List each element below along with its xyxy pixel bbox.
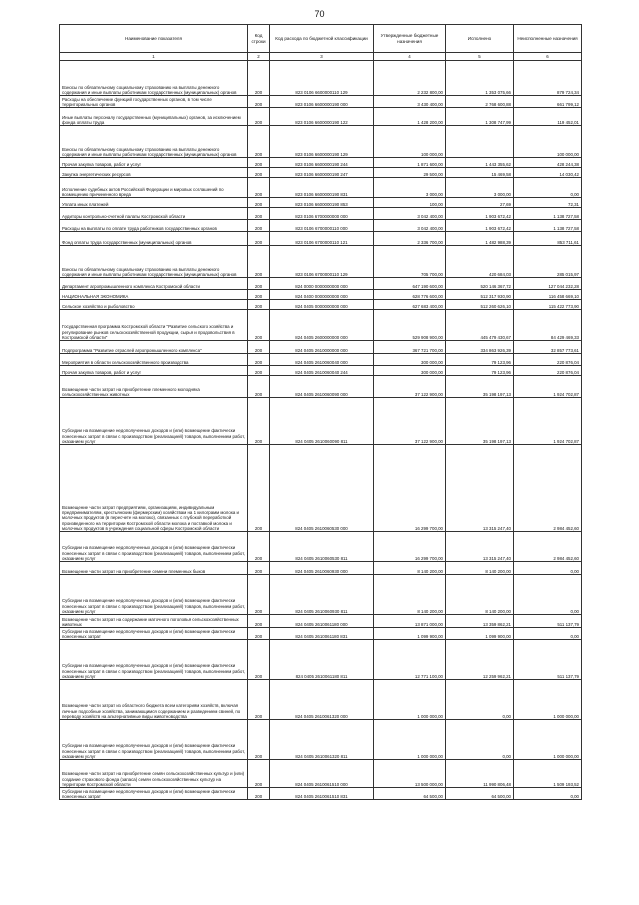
row-budget-code: 824 0405 2610061510 000 [270,760,374,788]
row-budget-code: 824 0400 0000000000 000 [270,290,374,300]
row-executed: 27,69 [446,198,514,208]
table-row [60,398,582,445]
table-row [60,640,582,680]
row-approved: 13 500 000,00 [374,760,446,788]
row-code: 200 [248,300,270,310]
row-executed: 35 198 197,13 [446,398,514,445]
row-unexecuted: 220 876,04 [514,354,582,366]
row-name: Закупка энергетических ресурсов [60,168,248,178]
header-approved: Утвержденные бюджетные назначения [374,25,446,53]
row-code: 200 [248,158,270,168]
row-unexecuted: 119 452,01 [514,108,582,126]
row-budget-code: 823 0106 6600000190 129 [270,126,374,158]
table-row [60,760,582,788]
row-budget-code: 823 0106 6600000190 244 [270,158,374,168]
row-budget-code: 824 0405 2610061180 000 [270,615,374,628]
row-executed [446,126,514,158]
row-approved: 628 776 600,00 [374,290,446,300]
row-budget-code: 824 0405 2600000000 000 [270,310,374,341]
row-executed: 445 479 430,67 [446,310,514,341]
row-approved: 37 122 900,00 [374,376,446,398]
row-unexecuted: 879 724,34 [514,61,582,96]
row-code: 200 [248,445,270,532]
table-row [60,178,582,198]
row-unexecuted: 0,00 [514,788,582,800]
row-name: Мероприятия в области сельскохозяйственного производства [60,354,248,366]
table-row [60,290,582,300]
row-name: Фонд оплаты труда государственных (муниципальных) органов [60,232,248,246]
row-code: 200 [248,575,270,615]
row-code: 200 [248,366,270,376]
row-executed: 64 500,00 [446,788,514,800]
row-budget-code: 824 0405 2610060090 000 [270,376,374,398]
row-code: 200 [248,246,270,278]
row-approved: 100 000,00 [374,126,446,158]
row-code: 200 [248,290,270,300]
row-name: Субсидии на возмещение недополученных доходов и (или) возмещение фактически понесенных затрат в связи с производством (реализацией) товаров, выполнением работ, оказанием услуг [60,720,248,760]
row-code: 200 [248,640,270,680]
row-code: 200 [248,376,270,398]
row-approved: 12 771 100,00 [374,640,446,680]
row-code: 200 [248,278,270,290]
row-unexecuted: 2 984 452,60 [514,532,582,562]
table-row [60,310,582,341]
row-name: Уплата иных платежей [60,198,248,208]
header-unexecuted: Неисполненные назначения [514,25,582,53]
row-budget-code: 823 0106 6600000190 831 [270,178,374,198]
row-approved: 647 190 600,00 [374,278,446,290]
table-row [60,575,582,615]
row-name: Субсидии на возмещение недополученных доходов и (или) возмещение фактически понесенных затрат в связи с производством (реализацией) товаров, выполнением работ, оказанием услуг [60,640,248,680]
row-code: 200 [248,198,270,208]
row-code: 200 [248,126,270,158]
row-executed: 420 684,03 [446,246,514,278]
column-number: 2 [248,53,270,61]
row-name: Аудиторы контрольно-счетной палаты Костромской области [60,208,248,220]
row-approved: 2 232 800,00 [374,61,446,96]
row-approved: 300 000,00 [374,366,446,376]
table-row [60,232,582,246]
table-row [60,96,582,108]
table-row [60,376,582,398]
row-unexecuted: 511 137,79 [514,615,582,628]
row-approved: 1 428 200,00 [374,108,446,126]
row-unexecuted: 1 924 702,87 [514,398,582,445]
row-code: 200 [248,96,270,108]
row-code: 200 [248,108,270,126]
row-unexecuted: 127 044 232,28 [514,278,582,290]
row-executed: 520 146 367,72 [446,278,514,290]
row-executed: 11 990 806,48 [446,760,514,788]
row-unexecuted: 511 137,79 [514,640,582,680]
row-executed: 79 123,96 [446,354,514,366]
row-budget-code: 824 0405 2610000000 000 [270,341,374,354]
row-approved: 16 299 700,00 [374,532,446,562]
column-number: 4 [374,53,446,61]
row-approved: 1 000 000,00 [374,720,446,760]
row-unexecuted: 1 138 727,58 [514,220,582,232]
row-name: Возмещение части затрат из областного бюджета всем категориям хозяйств, включая личные подсобные хозяйства, занимающимся содержанием и разведением свиней, по переводу хозяйств на альтернативные виды животноводства [60,680,248,720]
row-executed: 0,00 [446,720,514,760]
row-approved: 8 140 200,00 [374,562,446,575]
row-name: Прочая закупка товаров, работ и услуг [60,366,248,376]
row-unexecuted: 14 030,42 [514,168,582,178]
row-name: Подпрограмма "Развитие отраслей агропромышленного комплекса" [60,341,248,354]
row-approved: 627 683 400,00 [374,300,446,310]
row-code: 200 [248,562,270,575]
row-unexecuted: 1 000 000,00 [514,720,582,760]
table-row [60,720,582,760]
row-unexecuted: 84 429 469,33 [514,310,582,341]
header-name: Наименование показателя [60,25,248,53]
row-code: 200 [248,615,270,628]
table-row [60,108,582,126]
row-executed: 0,00 [446,680,514,720]
row-code: 200 [248,178,270,198]
row-budget-code: 824 0405 2610061180 831 [270,628,374,640]
row-name: НАЦИОНАЛЬНАЯ ЭКОНОМИКА [60,290,248,300]
table-row [60,532,582,562]
row-budget-code: 824 0405 2610060530 000 [270,445,374,532]
row-budget-code: 823 0106 6600000190 247 [270,168,374,178]
row-unexecuted: 116 458 669,10 [514,290,582,300]
row-unexecuted: 0,00 [514,575,582,615]
row-approved: 64 500,00 [374,788,446,800]
row-executed: 35 198 197,13 [446,376,514,398]
row-executed: 3 000,00 [446,178,514,198]
row-budget-code: 824 0405 2610060090 811 [270,398,374,445]
row-executed: 13 359 862,21 [446,615,514,628]
row-unexecuted: 0,00 [514,562,582,575]
row-code: 200 [248,232,270,246]
row-approved: 16 299 700,00 [374,445,446,532]
page-number: 70 [314,9,325,19]
row-name: Возмещение части затрат на содержание маточного поголовья сельскохозяйственных животных [60,615,248,628]
row-unexecuted: 853 711,61 [514,232,582,246]
row-name: Исполнение судебных актов Российской Федерации и мировых соглашений по возмещению причиненного вреда [60,178,248,198]
row-code: 200 [248,720,270,760]
row-budget-code: 823 0106 6700000110 129 [270,246,374,278]
row-budget-code: 823 0106 6600000190 122 [270,108,374,126]
row-budget-code: 824 0405 2610061510 831 [270,788,374,800]
column-number: 5 [446,53,514,61]
row-unexecuted: 100 000,00 [514,126,582,158]
row-name: Прочая закупка товаров, работ и услуг [60,158,248,168]
row-code: 200 [248,220,270,232]
table-row [60,341,582,354]
row-approved: 100,00 [374,198,446,208]
row-budget-code: 824 0405 2610061180 811 [270,640,374,680]
row-budget-code: 824 0405 2610060040 244 [270,366,374,376]
row-budget-code: 824 0405 2610060530 811 [270,532,374,562]
row-name: Государственная программа Костромской области "Развитие сельского хозяйства и регулирование рынков сельскохозяйственной продукции, сырья и продовольствия в Костромской области" [60,310,248,341]
table-row [60,61,582,96]
row-approved: 300 000,00 [374,354,446,366]
row-unexecuted: 32 857 773,61 [514,341,582,354]
table-row [60,366,582,376]
row-unexecuted: 1 509 193,52 [514,760,582,788]
row-approved: 705 700,00 [374,246,446,278]
row-executed: 1 353 075,66 [446,61,514,96]
row-budget-code: 823 0106 6700000110 121 [270,232,374,246]
table-row [60,126,582,158]
table-row [60,788,582,800]
row-budget-code: 823 0106 6700000000 000 [270,208,374,220]
row-unexecuted: 0,00 [514,178,582,198]
row-name: Взносы по обязательному социальному страхованию на выплаты денежного содержания и иные выплаты работникам государственных (муниципальных) органов [60,246,248,278]
row-approved: 1 099 900,00 [374,628,446,640]
row-name: Расходы на обеспечение функций государственных органов, в том числе территориальных органов [60,96,248,108]
row-budget-code: 824 0405 2610060040 000 [270,354,374,366]
row-name: Субсидии на возмещение недополученных доходов и (или) возмещение фактически понесенных затрат в связи с производством (реализацией) товаров, выполнением работ, оказанием услуг [60,532,248,562]
row-executed: 1 903 672,42 [446,208,514,220]
row-approved: 29 500,00 [374,168,446,178]
row-name: Возмещение части затрат на приобретение семени племенных быков [60,562,248,575]
row-unexecuted: 1 138 727,58 [514,208,582,220]
row-code: 200 [248,680,270,720]
row-executed: 8 140 200,00 [446,562,514,575]
row-name: Сельское хозяйство и рыболовство [60,300,248,310]
row-approved: 3 430 400,00 [374,96,446,108]
row-executed: 1 903 672,42 [446,220,514,232]
row-code: 200 [248,168,270,178]
row-budget-code: 824 0405 0000000000 000 [270,300,374,310]
row-approved: 3 042 400,00 [374,220,446,232]
header-executed: Исполнено [446,25,514,53]
row-name: Возмещение части затрат на приобретение племенного молодняка сельскохозяйственных животных [60,376,248,398]
table-row [60,168,582,178]
row-budget-code: 824 0405 2610060930 000 [270,562,374,575]
table-row [60,628,582,640]
table-row [60,158,582,168]
row-approved: 2 336 700,00 [374,232,446,246]
row-approved: 1 000 000,00 [374,680,446,720]
row-executed: 15 469,58 [446,168,514,178]
row-budget-code: 823 0106 6600000190 853 [270,198,374,208]
row-budget-code: 824 0405 2610061320 811 [270,720,374,760]
row-name: Субсидии на возмещение недополученных доходов и (или) возмещение фактически понесенных затрат в связи с производством (реализацией) товаров, выполнением работ, оказанием услуг [60,398,248,445]
row-executed: 1 308 747,99 [446,108,514,126]
table-row [60,208,582,220]
row-budget-code: 823 0106 6600000110 129 [270,61,374,96]
row-budget-code: 823 0106 6600000190 000 [270,96,374,108]
row-executed: 2 768 600,88 [446,96,514,108]
row-name: Иные выплаты персоналу государственных (муниципальных) органов, за исключением фонда оплаты труда [60,108,248,126]
row-budget-code: 823 0106 6700000110 000 [270,220,374,232]
row-name: Возмещение части затрат предприятиям, организациям, индивидуальным предпринимателям, крестьянским (фермерским) хозяйствам на 1 килограмм молока и молочных продуктов (в пересчете на молоко), связанных с глубокой переработкой произведенного на территории Костромской области молока и поставкой молока и молочных продуктов в учреждения социальной сферы Костромской области [60,445,248,532]
row-unexecuted: 428 244,38 [514,158,582,168]
table-row [60,300,582,310]
row-code: 200 [248,341,270,354]
row-unexecuted: 1 000 000,00 [514,680,582,720]
row-approved: 1 871 600,00 [374,158,446,168]
row-unexecuted: 115 422 773,90 [514,300,582,310]
table-row [60,445,582,532]
row-executed: 1 482 988,39 [446,232,514,246]
row-name: Возмещение части затрат на приобретение семян сельскохозяйственных культур и (или) создание страхового фонда (запаса) семян сельскохозяйственных культур на территории Костромской области [60,760,248,788]
table-row [60,615,582,628]
row-approved: 3 000,00 [374,178,446,198]
row-name: Субсидии на возмещение недополученных доходов и (или) возмещение фактически понесенных затрат [60,788,248,800]
table-row [60,354,582,366]
table-row [60,278,582,290]
row-code: 200 [248,788,270,800]
row-code: 200 [248,61,270,96]
row-unexecuted: 285 015,97 [514,246,582,278]
row-name: Субсидии на возмещение недополученных доходов и (или) возмещение фактически понесенных затрат в связи с производством (реализацией) товаров, выполнением работ, оказанием услуг [60,575,248,615]
row-approved: 3 042 400,00 [374,208,446,220]
row-unexecuted: 1 924 702,87 [514,376,582,398]
table-row [60,220,582,232]
row-executed: 334 863 926,39 [446,341,514,354]
row-code: 200 [248,628,270,640]
row-approved: 13 871 000,00 [374,615,446,628]
row-code: 200 [248,354,270,366]
header-bk: Код расхода по бюджетной классификации [270,25,374,53]
row-name: Расходы на выплаты по оплате труда работников государственных органов [60,220,248,232]
row-budget-code: 824 0000 0000000000 000 [270,278,374,290]
row-unexecuted: 0,00 [514,628,582,640]
row-code: 200 [248,398,270,445]
row-code: 200 [248,208,270,220]
row-name: Субсидии на возмещение недополученных доходов и (или) возмещение фактически понесенных затрат [60,628,248,640]
table-row [60,562,582,575]
table-row [60,680,582,720]
row-name: Департамент агропромышленного комплекса Костромской области [60,278,248,290]
row-unexecuted: 72,31 [514,198,582,208]
row-executed: 79 123,96 [446,366,514,376]
row-unexecuted: 661 799,12 [514,96,582,108]
row-approved: 367 721 700,00 [374,341,446,354]
column-number: 1 [60,53,248,61]
row-budget-code: 824 0405 2610060930 811 [270,575,374,615]
row-code: 200 [248,532,270,562]
row-executed: 512 317 930,90 [446,290,514,300]
table-body [60,61,582,800]
row-executed: 12 259 962,21 [446,640,514,680]
row-executed: 512 260 626,10 [446,300,514,310]
row-approved: 8 140 200,00 [374,575,446,615]
row-unexecuted: 220 876,04 [514,366,582,376]
budget-execution-table [59,24,582,800]
column-number: 6 [514,53,582,61]
row-executed: 1 099 900,00 [446,628,514,640]
row-name: Взносы по обязательному социальному страхованию на выплаты денежного содержания и иные выплаты работникам государственных (муниципальных) органов [60,126,248,158]
row-executed: 1 443 355,62 [446,158,514,168]
row-executed: 8 140 200,00 [446,575,514,615]
row-name: Взносы по обязательному социальному страхованию на выплаты денежного содержания и иные выплаты работникам государственных (муниципальных) органов [60,61,248,96]
row-approved: 37 122 900,00 [374,398,446,445]
table-row [60,246,582,278]
row-code: 200 [248,760,270,788]
header-code: Код строки [248,25,270,53]
row-executed: 13 315 247,40 [446,445,514,532]
row-unexecuted: 2 984 452,60 [514,445,582,532]
column-number: 3 [270,53,374,61]
row-code: 200 [248,310,270,341]
row-approved: 529 908 900,00 [374,310,446,341]
row-budget-code: 824 0405 2610061320 000 [270,680,374,720]
table-row [60,198,582,208]
row-executed: 13 315 247,40 [446,532,514,562]
